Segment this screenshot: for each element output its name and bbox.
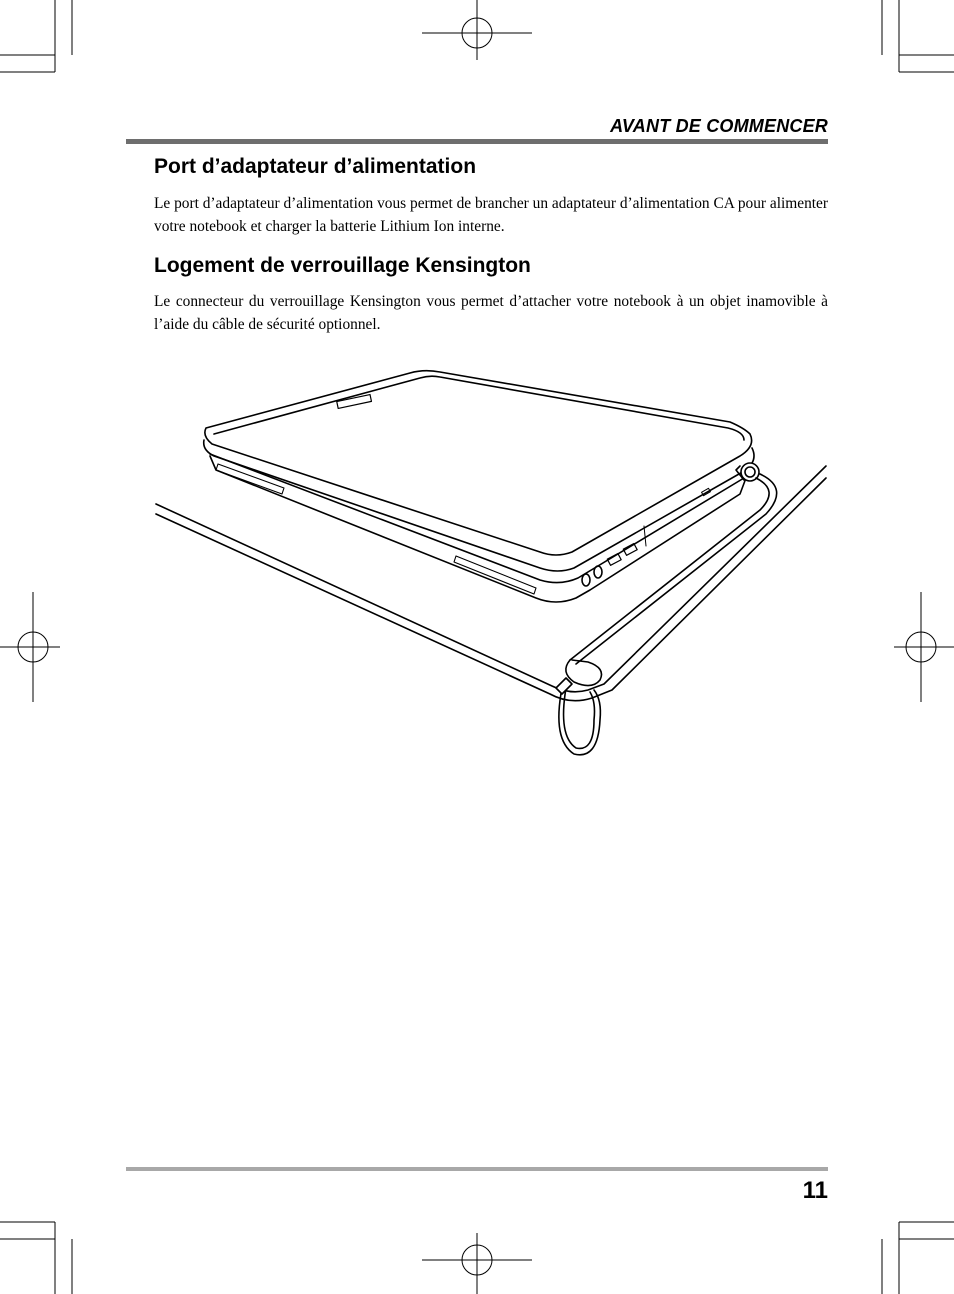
registration-mark-top — [422, 0, 532, 60]
registration-mark-left — [0, 592, 60, 702]
page-number: 11 — [802, 1177, 828, 1204]
notebook-kensington-illustration — [150, 360, 840, 770]
registration-mark-bottom — [422, 1233, 532, 1294]
section-title-power-port: Port d’adaptateur d’alimentation — [154, 155, 477, 178]
running-header: AVANT DE COMMENCER — [610, 116, 828, 136]
section-body-power-port: Le port d’adaptateur d’alimentation vous permet de brancher un adaptateur d’alimentation CA pour alimenter votre notebook et charger la batterie Lithium Ion interne. — [154, 195, 828, 235]
audio-port-icon — [582, 574, 590, 586]
audio-port-icon — [594, 566, 602, 578]
notebook-lid — [205, 371, 752, 555]
footer-rule — [126, 1167, 828, 1171]
section-title-kensington: Logement de verrouillage Kensington — [154, 254, 531, 277]
header-rule — [126, 139, 828, 144]
registration-mark-right — [894, 592, 954, 702]
section-body-kensington: Le connecteur du verrouillage Kensington vous permet d’attacher votre notebook à un objet inamovible à l’aide du câble de sécurité optionnel. — [154, 293, 828, 333]
